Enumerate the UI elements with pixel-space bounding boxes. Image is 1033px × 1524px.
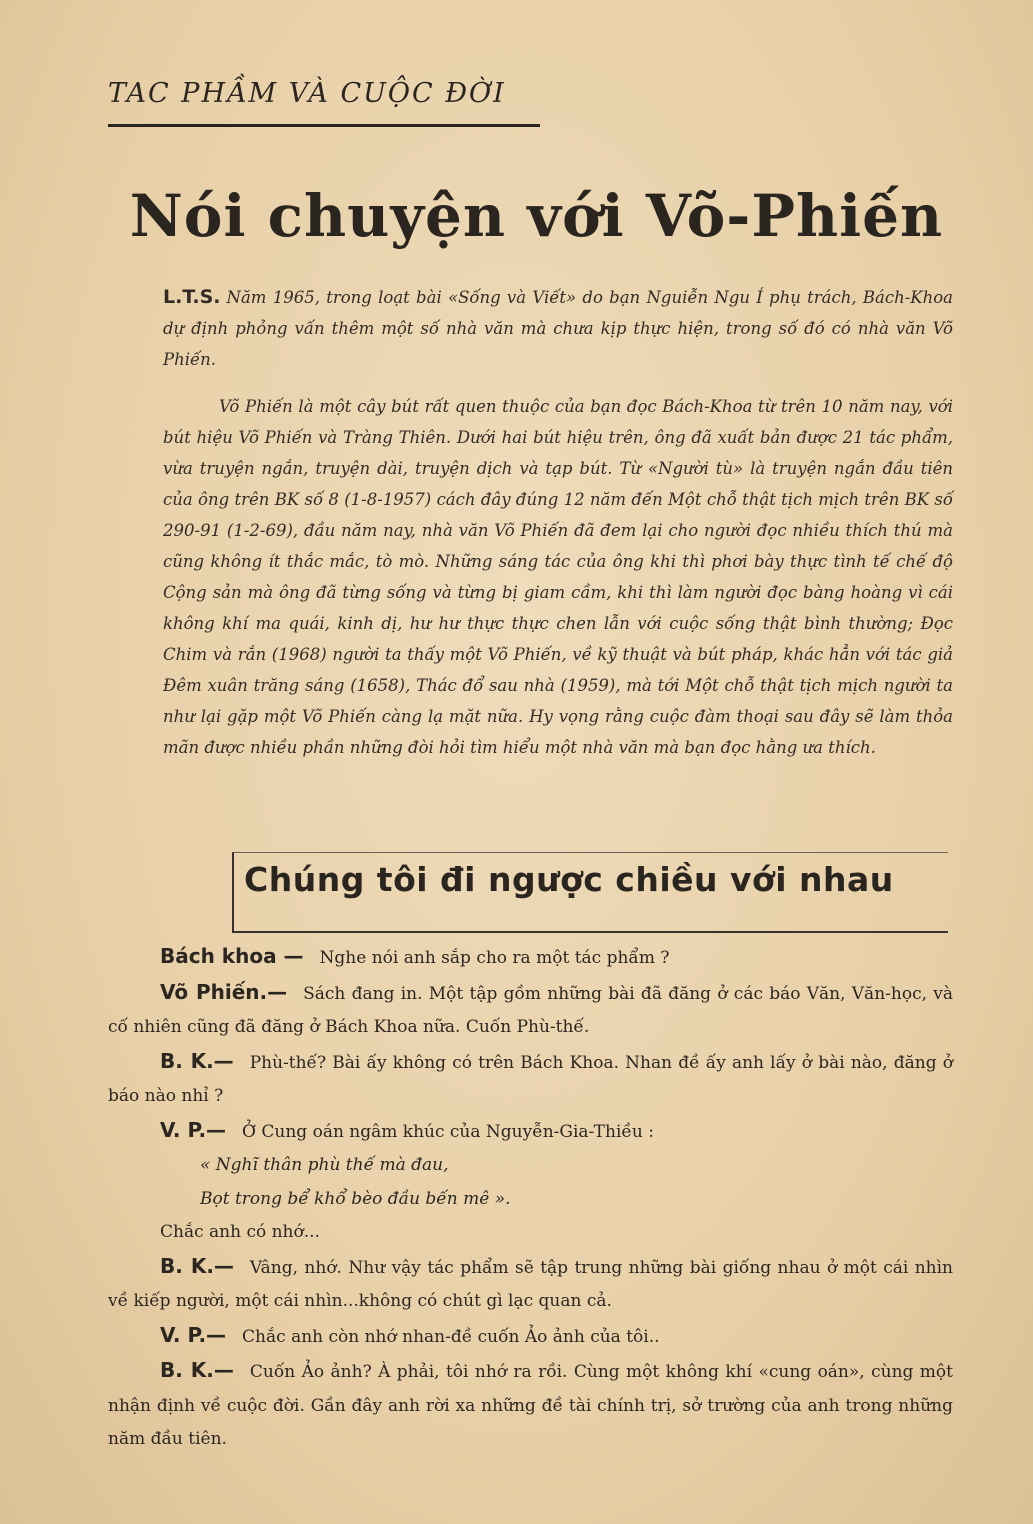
editor-note-paragraph-1 <box>163 282 953 375</box>
editor-note-paragraph-2: Võ Phiến là một cây bút rất quen thuộc của bạn đọc Bách-Khoa từ trên 10 năm nay, với bút hiệu Võ Phiến và Tràng Thiên. Dưới hai bút hiệu trên, ông đã xuất bản được 21 tác phẩm, vừa truyện ngắn, truyện dài, truyện dịch và tạp bút. Từ «Người tù» là truyện ngắn đầu tiên của ông trên BK số 8 (1-8-1957) cách đây đúng 12 năm đến Một chỗ thật tịch mịch trên BK số 290-91 (1-2-69), đầu năm nay, nhà văn Võ Phiến đã đem lại cho người đọc nhiều thích thú mà cũng không ít thắc mắc, tò mò. Những sáng tác của ông khi thì phơi bày thực tình tế chế độ Cộng sản mà ông đã từng sống và từng bị giam cầm, khi thì làm người đọc bàng hoàng vì cái không khí ma quái, kinh dị, hư hư thực thực chen lẫn với cuộc sống thật bình thường; Đọc Chim và rắn (1968) người ta thấy một Võ Phiến, về kỹ thuật và bút pháp, khác hẳn với tác giả Đêm xuân trăng sáng (1658), Thác đổ sau nhà (1959), mà tới Một chỗ thật tịch mịch người ta như lại gặp một Võ Phiến càng lạ mặt nữa. Hy vọng rằng cuộc đàm thoại sau đây sẽ làm thỏa mãn được nhiều phần những đòi hỏi tìm hiểu một nhà văn mà bạn đọc hằng ưa thích. <box>163 397 953 757</box>
speech-text: Chắc anh có nhớ... <box>160 1222 320 1242</box>
dialogue-line <box>108 1250 953 1319</box>
speech-text: Phù-thế? Bài ấy không có trên Bách Khoa. Nhan đề ấy anh lấy ở bài nào, đăng ở báo nào nhỉ ? <box>108 1052 954 1106</box>
dialogue-line <box>108 1319 953 1355</box>
speech-text: Chắc anh còn nhớ nhan-đề cuốn Ảo ảnh của tôi.. <box>242 1326 660 1347</box>
dialogue-line <box>108 940 953 976</box>
editor-note <box>163 282 953 763</box>
dialogue-line <box>108 1216 953 1250</box>
section-subtitle: Chúng tôi đi ngược chiều với nhau <box>244 860 894 899</box>
dialogue-line <box>108 1149 953 1183</box>
dialogue-line <box>108 1354 953 1457</box>
speech-text: Sách đang in. Một tập gồm những bài đã đăng ở các báo Văn, Văn-học, và cố nhiên cũng đã đăng ở Bách Khoa nữa. Cuốn Phù-thế. <box>108 983 953 1037</box>
dialogue-line <box>108 1045 953 1114</box>
speaker-name: B. K.— <box>160 1253 234 1278</box>
speaker-name: B. K.— <box>160 1358 234 1382</box>
dialogue-line <box>108 1183 953 1217</box>
speaker-name: Bách khoa — <box>160 944 304 968</box>
speech-text: Bọt trong bể khổ bèo đầu bến mê ». <box>200 1188 511 1209</box>
speech-text: Ở Cung oán ngâm khúc của Nguyễn-Gia-Thiều : <box>242 1121 654 1142</box>
lts-label: L.T.S. <box>163 286 221 308</box>
editor-note-text-1: Năm 1965, trong loạt bài «Sống và Viết» do bạn Nguiễn Ngu Í phụ trách, Bách-Khoa dự định phỏng vấn thêm một số nhà văn mà chưa kịp thực hiện, trong số đó có nhà văn Võ Phiến. <box>163 288 953 369</box>
speech-text: « Nghĩ thân phù thế mà đau, <box>200 1155 449 1175</box>
section-underline <box>108 124 540 127</box>
speaker-name: V. P.— <box>160 1117 227 1142</box>
speech-text: Cuốn Ảo ảnh? À phải, tôi nhớ ra rồi. Cùng một không khí «cung oán», cùng một nhận định về cuộc đời. Gần đây anh rời xa những đề tài chính trị, sở trường của anh trong những năm đầu tiên. <box>108 1362 953 1449</box>
dialogue-line <box>108 976 953 1045</box>
speaker-name: B. K.— <box>160 1048 234 1073</box>
speaker-name: Võ Phiến.— <box>160 979 288 1004</box>
section-label: TAC PHẦM VÀ CUỘC ĐỜI <box>108 78 506 109</box>
speech-text: Vâng, nhớ. Như vậy tác phẩm sẽ tập trung những bài giống nhau ở một cái nhìn về kiếp người, một cái nhìn...không có chút gì lạc quan cả. <box>108 1257 954 1311</box>
article-title: Nói chuyện với Võ-Phiến <box>129 182 944 250</box>
speech-text: Nghe nói anh sắp cho ra một tác phẩm ? <box>319 948 670 968</box>
speaker-name: V. P.— <box>160 1322 227 1347</box>
interview-dialogue <box>108 940 953 1457</box>
dialogue-line <box>108 1114 953 1150</box>
